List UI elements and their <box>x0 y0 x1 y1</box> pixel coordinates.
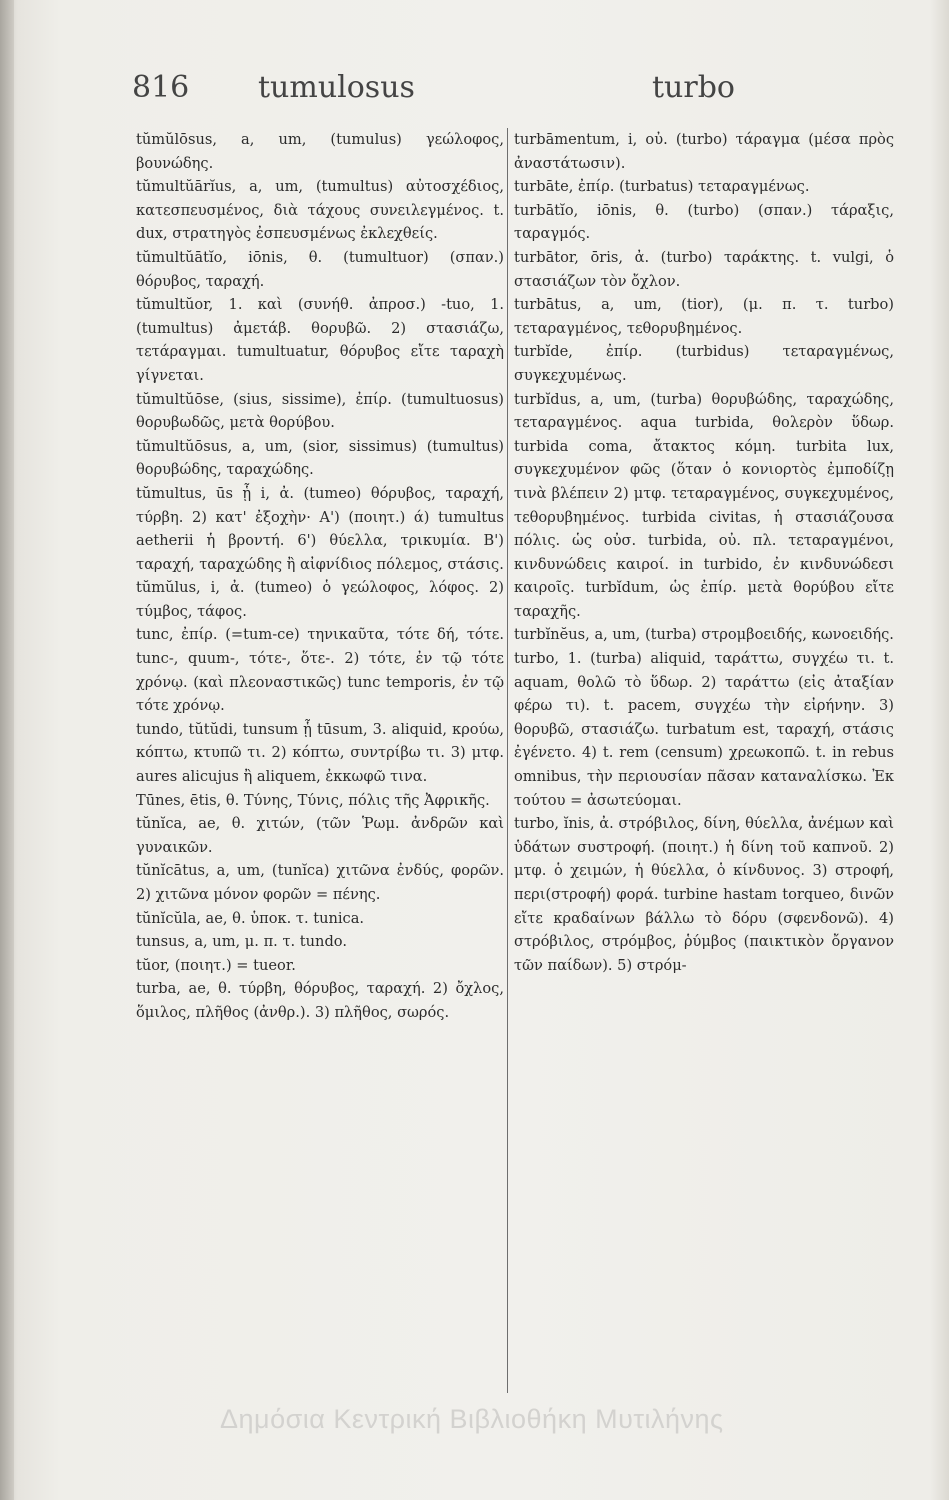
page-number: 816 <box>132 70 190 105</box>
dictionary-entry: tŭmultŭārĭus, a, um, (tumultus) αὐτοσχέδιος, κατεσπευσμένος, διὰ τάχους συνειλεγμένος. t. dux, στρατηγὸς ἐσπευσμένως ἐκλεχθείς. <box>136 178 504 243</box>
dictionary-entry: tŭmultus, ūs ᾗ i, ἀ. (tumeo) θόρυβος, ταραχή, τύρβη. 2) κατ' ἐξοχὴν· Α') (ποιητ.) ά) tumultus aetherii ἡ βροντή. 6') θύελλα, τρικυμία. Β') ταραχή, ταραχώδης ἢ αἰφνίδιος πόλεμος, στάσις. <box>136 484 504 573</box>
dictionary-entry: tŭmŭlus, i, ἀ. (tumeo) ὁ γεώλοφος, λόφος. 2) τύμβος, τάφος. <box>136 579 504 620</box>
dictionary-entry: Tūnes, ētis, θ. Τύνης, Τύνις, πόλις τῆς Ἀφρικῆς. <box>136 791 490 809</box>
dictionary-entry: tŭmultŭōsus, a, um, (sior, sissimus) (tumultus) θορυβώδης, ταραχώδης. <box>136 437 504 479</box>
library-watermark: Δημόσια Κεντρική Βιβλιοθήκη Μυτιλήνης <box>220 1404 724 1434</box>
dictionary-entry: turbĭdus, a, um, (turba) θορυβώδης, ταραχώδης, τεταραγμένος. aqua turbida, θολερὸν ὕδωρ. turbida coma, ἄτακτος κόμη. turbita lux, συγκεχυμένον φῶς (ὅταν ὁ κονιορτὸς ἐμποδίζῃ τινὰ βλέπειν 2) μτφ. τεταραγμένος, συγκεχυμένος, τεθορυβημένος. turbida civitas, ἡ στασιάζουσα πόλις. ὡς οὐσ. turbida, οὐ. πλ. τεταραγμένοι, κινδυνώδεις καιροί. in turbido, ἐν κινδυνώδεσι καιροῖς. turbĭdum, ὡς ἐπίρ. μετὰ θορύβου εἴτε ταραχῆς. <box>514 390 894 620</box>
dictionary-entry: turbāmentum, i, οὐ. (turbo) τάραγμα (μέσα πρὸς ἀναστάτωσιν). <box>514 131 894 172</box>
dictionary-entry: tŭnĭcātus, a, um, (tunĭca) χιτῶνα ἐνδύς, φορῶν. 2) χιτῶνα μόνον φορῶν = πένης. <box>136 862 504 903</box>
left-guideword: tumulosus <box>258 70 415 105</box>
dictionary-entry: turbātĭo, iōnis, θ. (turbo) (σπαν.) τάραξις, ταραγμός. <box>514 201 894 243</box>
right-guideword: turbo <box>652 70 735 105</box>
dictionary-entry: turba, ae, θ. τύρβη, θόρυβος, ταραχή. 2) ὄχλος, ὅμιλος, πλῆθος (ἀνθρ.). 3) πλῆθος, σωρός. <box>136 980 504 1021</box>
dictionary-entry: tunsus, a, um, μ. π. τ. tundo. <box>136 933 347 951</box>
dictionary-entry: tŭnĭca, ae, θ. χιτών, (τῶν Ῥωμ. ἀνδρῶν καὶ γυναικῶν. <box>136 815 504 856</box>
dictionary-entry: tunc, ἐπίρ. (=tum-ce) τηνικαῦτα, τότε δή, τότε. tunc-, quum-, τότε-, ὅτε-. 2) τότε, ἐν τῷ τότε χρόνῳ. (καὶ πλεοναστικῶς) tunc temporis, ἐν τῷ τότε χρόνῳ. <box>136 626 504 715</box>
book-spine-shadow <box>0 0 14 1500</box>
dictionary-entry: tŭmultŭor, 1. καὶ (συνήθ. ἀπροσ.) -tuo, 1. (tumultus) ἀμετάβ. θορυβῶ. 2) στασιάζω, τετάραγμαι. tumultuatur, θόρυβος εἴτε ταραχὴ γίγνεται. <box>136 296 504 384</box>
dictionary-entry: turbo, ĭnis, ἀ. στρόβιλος, δίνη, θύελλα, ἀνέμων καὶ ὑδάτων συστροφή. (ποιητ.) ἡ δίνη τοῦ καπνοῦ. 2) μτφ. ὁ χειμών, ἡ θύελλα, ὁ κίνδυνος. 3) στροφή, περι(στροφή) φορά. turbine hastam torqueo, δινῶν εἴτε κραδαίνων βάλλω τὸ δόρυ (σφενδονῶ). 4) στρόβιλος, στρόμβος, ῥύμβος (παικτικὸν ὄργανον τῶν παίδων). 5) στρόμ- <box>514 815 894 974</box>
page-header <box>132 70 872 120</box>
dictionary-entry: tŭmultŭātĭo, iōnis, θ. (tumultuor) (σπαν.) θόρυβος, ταραχή. <box>136 248 504 290</box>
dictionary-entry: turbātus, a, um, (tior), (μ. π. τ. turbo) τεταραγμένος, τεθορυβημένος. <box>514 296 894 337</box>
dictionary-entry: tŭnĭcŭla, ae, θ. ὑποκ. τ. tunica. <box>136 909 365 927</box>
dictionary-entry: tŭmultŭōse, (sius, sissime), ἐπίρ. (tumultuosus) θορυβωδῶς, μετὰ θορύβου. <box>136 390 504 432</box>
dictionary-entry: tundo, tŭtŭdi, tunsum ᾗ tūsum, 3. aliquid, κρούω, κόπτω, κτυπῶ τι. 2) κόπτω, συντρίβω τι. 3) μτφ. aures alicujus ἢ aliquem, ἐκκωφῶ τινα. <box>136 720 504 786</box>
dictionary-entry: tŭmŭlōsus, a, um, (tumulus) γεώλοφος, βουνώδης. <box>136 131 504 172</box>
column-divider <box>507 128 508 1393</box>
dictionary-entry: turbātor, ōris, ἀ. (turbo) ταράκτης. t. vulgi, ὁ στασιάζων τὸν ὄχλον. <box>514 248 894 290</box>
dictionary-entry: tŭor, (ποιητ.) = tueor. <box>136 956 296 974</box>
dictionary-entry: turbĭnĕus, a, um, (turba) στρομβοειδής, κωνοειδής. <box>514 626 894 644</box>
left-column <box>136 128 504 1025</box>
dictionary-entry: turbāte, ἐπίρ. (turbatus) τεταραγμένως. <box>514 178 810 196</box>
right-column <box>514 128 894 977</box>
dictionary-entry: turbo, 1. (turba) aliquid, ταράττω, συγχέω τι. t. aquam, θολῶ τὸ ὕδωρ. 2) ταράττω (εἰς ἀταξίαν φέρω τι). t. pacem, συγχέω τὴν εἰρήνην. 3) θορυβῶ, στασιάζω. turbatum est, ταραχή, στάσις ἐγένετο. 4) t. rem (censum) χρεωκοπῶ. t. in rebus omnibus, τὴν περιουσίαν πᾶσαν καταναλίσκω. Ἐκ τούτου = ἀσωτεύομαι. <box>514 650 894 809</box>
dictionary-entry: turbĭde, ἐπίρ. (turbidus) τεταραγμένως, συγκεχυμένως. <box>514 343 894 384</box>
